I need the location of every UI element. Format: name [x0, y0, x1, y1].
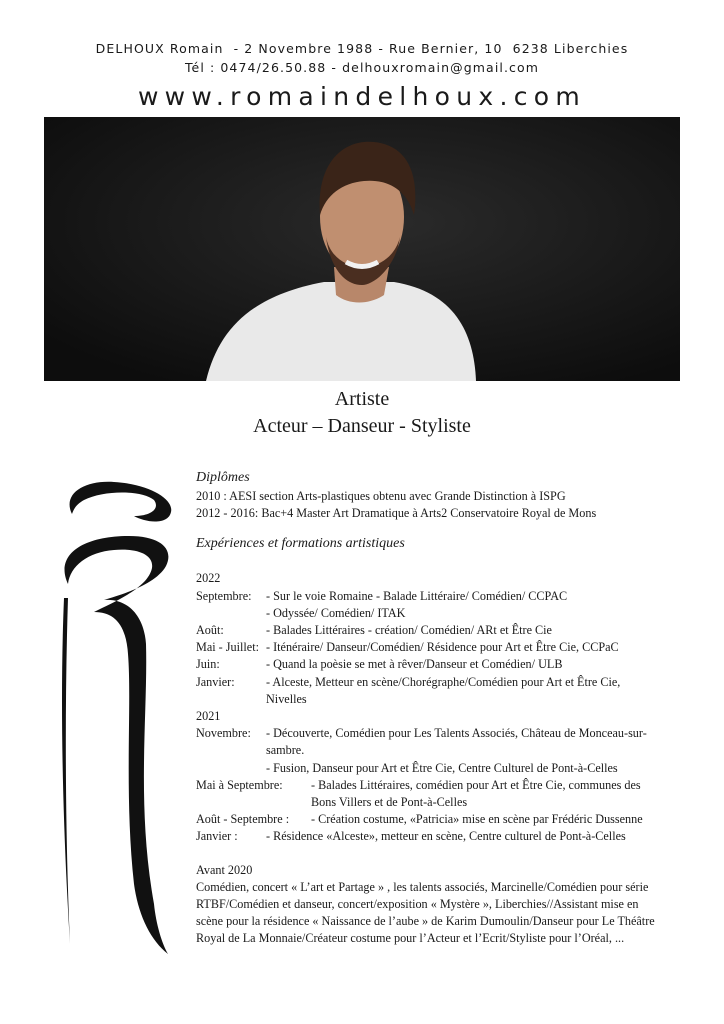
entry-label: Septembre:: [196, 588, 252, 603]
entry-label: Novembre:: [196, 726, 251, 741]
disciplines-subtitle: Acteur – Danseur - Styliste: [253, 415, 471, 437]
entry-row: [196, 656, 696, 673]
entry-row: [196, 588, 696, 605]
year-2021: 2021: [196, 709, 221, 724]
entry-label: Août - Septembre :: [196, 812, 290, 827]
avant-2020-heading: Avant 2020: [196, 862, 253, 877]
section-heading-diplomes: Diplômes: [196, 470, 250, 485]
entry-row: [196, 622, 696, 639]
entry-label: Août:: [196, 623, 224, 638]
phone-email-line: Tél : 0474/26.50.88 - delhouxromain@gmail.com: [184, 60, 540, 75]
entry-text: - Quand la poèsie se met à rêver/Danseur et Comédien/ ULB: [266, 657, 563, 672]
entry-text: - Iténéraire/ Danseur/Comédien/ Résidence pour Art et Être Cie, CCPaC: [266, 640, 619, 655]
avant-2020-text: Royal de La Monnaie/Créateur costume pour l’Acteur et l’Ecrit/Styliste pour l’Oréal, ...: [196, 931, 625, 946]
contact-line: DELHOUX Romain - 2 Novembre 1988 - Rue Bernier, 10 6238 Liberchies: [95, 41, 629, 56]
entry-row: [196, 725, 696, 742]
entry-row: [196, 828, 696, 845]
entry-label: Juin:: [196, 657, 220, 672]
portrait-photo: [44, 117, 680, 381]
entry-label: Janvier :: [196, 829, 238, 844]
entry-text: - Résidence «Alceste», metteur en scène, Centre culturel de Pont-à-Celles: [266, 829, 626, 844]
website-link[interactable]: www.romaindelhoux.com: [137, 82, 587, 111]
avant-2020-text: RTBF/Comédien et danseur, concert/exposition « Mystère », Liberchies//Assistant mise en: [196, 897, 639, 912]
year-2022: 2022: [196, 571, 221, 586]
entry-text: - Création costume, «Patricia» mise en scène par Frédéric Dussenne: [311, 812, 643, 827]
entry-row: [196, 639, 696, 656]
entry-text: Nivelles: [266, 691, 307, 706]
avant-2020-text: scène pour la résidence « Naissance de l’aube » de Karim Dumoulin/Danseur pour Le Théâtre: [196, 914, 655, 929]
entry-label: Mai à Septembre:: [196, 777, 283, 792]
diploma-item: 2010 : AESI section Arts-plastiques obtenu avec Grande Distinction à ISPG: [196, 489, 566, 503]
entry-text: - Odyssée/ Comédien/ ITAK: [266, 605, 406, 620]
r-logo-icon: [44, 474, 184, 964]
entry-text: - Fusion, Danseur pour Art et Être Cie, Centre Culturel de Pont-à-Celles: [266, 760, 618, 775]
entry-text: - Balades Littéraires - création/ Comédien/ ARt et Être Cie: [266, 623, 552, 638]
entry-row: [196, 674, 696, 691]
entry-text: sambre.: [266, 743, 305, 758]
entry-text: - Sur le voie Romaine - Balade Littéraire/ Comédien/ CCPAC: [266, 588, 568, 603]
role-title: Artiste: [334, 388, 390, 410]
entry-row: [196, 777, 696, 794]
section-heading-experiences: Expériences et formations artistiques: [196, 536, 405, 552]
diploma-item: 2012 - 2016: Bac+4 Master Art Dramatique à Arts2 Conservatoire Royal de Mons: [196, 506, 597, 521]
entry-label: Janvier:: [196, 674, 235, 689]
entry-text: Bons Villers et de Pont-à-Celles: [311, 795, 468, 810]
avant-2020-text: Comédien, concert « L’art et Partage » , les talents associés, Marcinelle/Comédien pour série: [196, 879, 649, 894]
resume-content: [196, 468, 696, 948]
entry-text: - Balades Littéraires, comédien pour Art et Être Cie, communes des: [311, 777, 641, 792]
entry-label: Mai - Juillet:: [196, 640, 259, 655]
entry-text: - Découverte, Comédien pour Les Talents Associés, Château de Monceau-sur-: [266, 726, 647, 741]
entry-text: - Alceste, Metteur en scène/Chorégraphe/Comédien pour Art et Être Cie,: [266, 674, 621, 689]
entry-row: [196, 811, 696, 828]
